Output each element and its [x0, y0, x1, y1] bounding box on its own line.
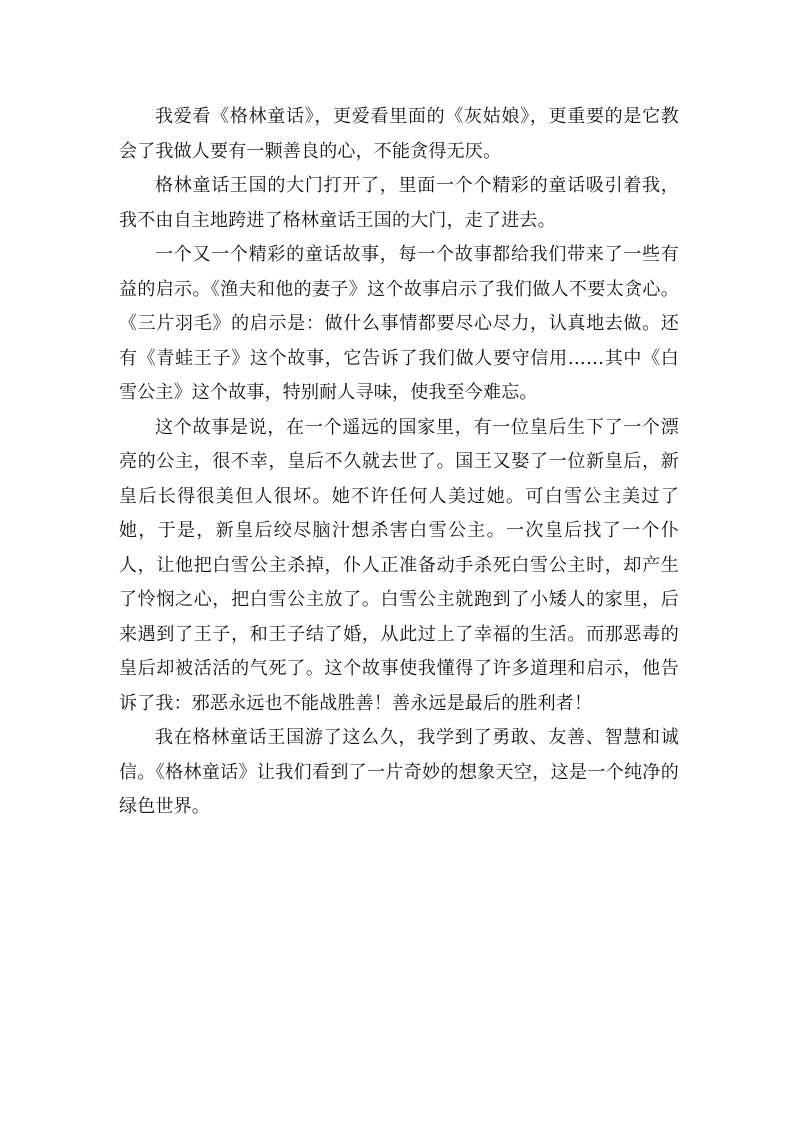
paragraph-1: 我爱看《格林童话》，更爱看里面的《灰姑娘》，更重要的是它教会了我做人要有一颗善良的心，不能贪得无厌。 [119, 106, 679, 162]
paragraph-3: 一个又一个精彩的童话故事，每一个故事都给我们带来了一些有益的启示。《渔夫和他的妻子》这个故事启示了我们做人不要太贪心。《三片羽毛》的启示是：做什么事情都要尽心尽力，认真地去做。还有《青蛙王子》这个故事，它告诉了我们做人要守信用……其中《白雪公主》这个故事，特别耐人寻味，使我至今难忘。 [119, 244, 679, 403]
paragraph-2: 格林童话王国的大门打开了，里面一个个精彩的童话吸引着我，我不由自主地跨进了格林童话王国的大门，走了进去。 [119, 175, 679, 231]
essay-body [119, 100, 679, 825]
paragraph-4: 这个故事是说，在一个遥远的国家里，有一位皇后生下了一个漂亮的公主，很不幸，皇后不久就去世了。国王又娶了一位新皇后，新皇后长得很美但人很坏。她不许任何人美过她。可白雪公主美过了她，于是，新皇后绞尽脑汁想杀害白雪公主。一次皇后找了一个仆人，让他把白雪公主杀掉，仆人正准备动手杀死白雪公主时，却产生了怜悯之心，把白雪公主放了。白雪公主就跑到了小矮人的家里，后来遇到了王子，和王子结了婚，从此过上了幸福的生活。而那恶毒的皇后却被活活的气死了。这个故事使我懂得了许多道理和启示，他告诉了我：邪恶永远也不能战胜善！善永远是最后的胜利者！ [119, 416, 679, 714]
paragraph-5: 我在格林童话王国游了这么久，我学到了勇敢、友善、智慧和诚信。《格林童话》让我们看到了一片奇妙的想象天空，这是一个纯净的绿色世界。 [119, 727, 679, 817]
